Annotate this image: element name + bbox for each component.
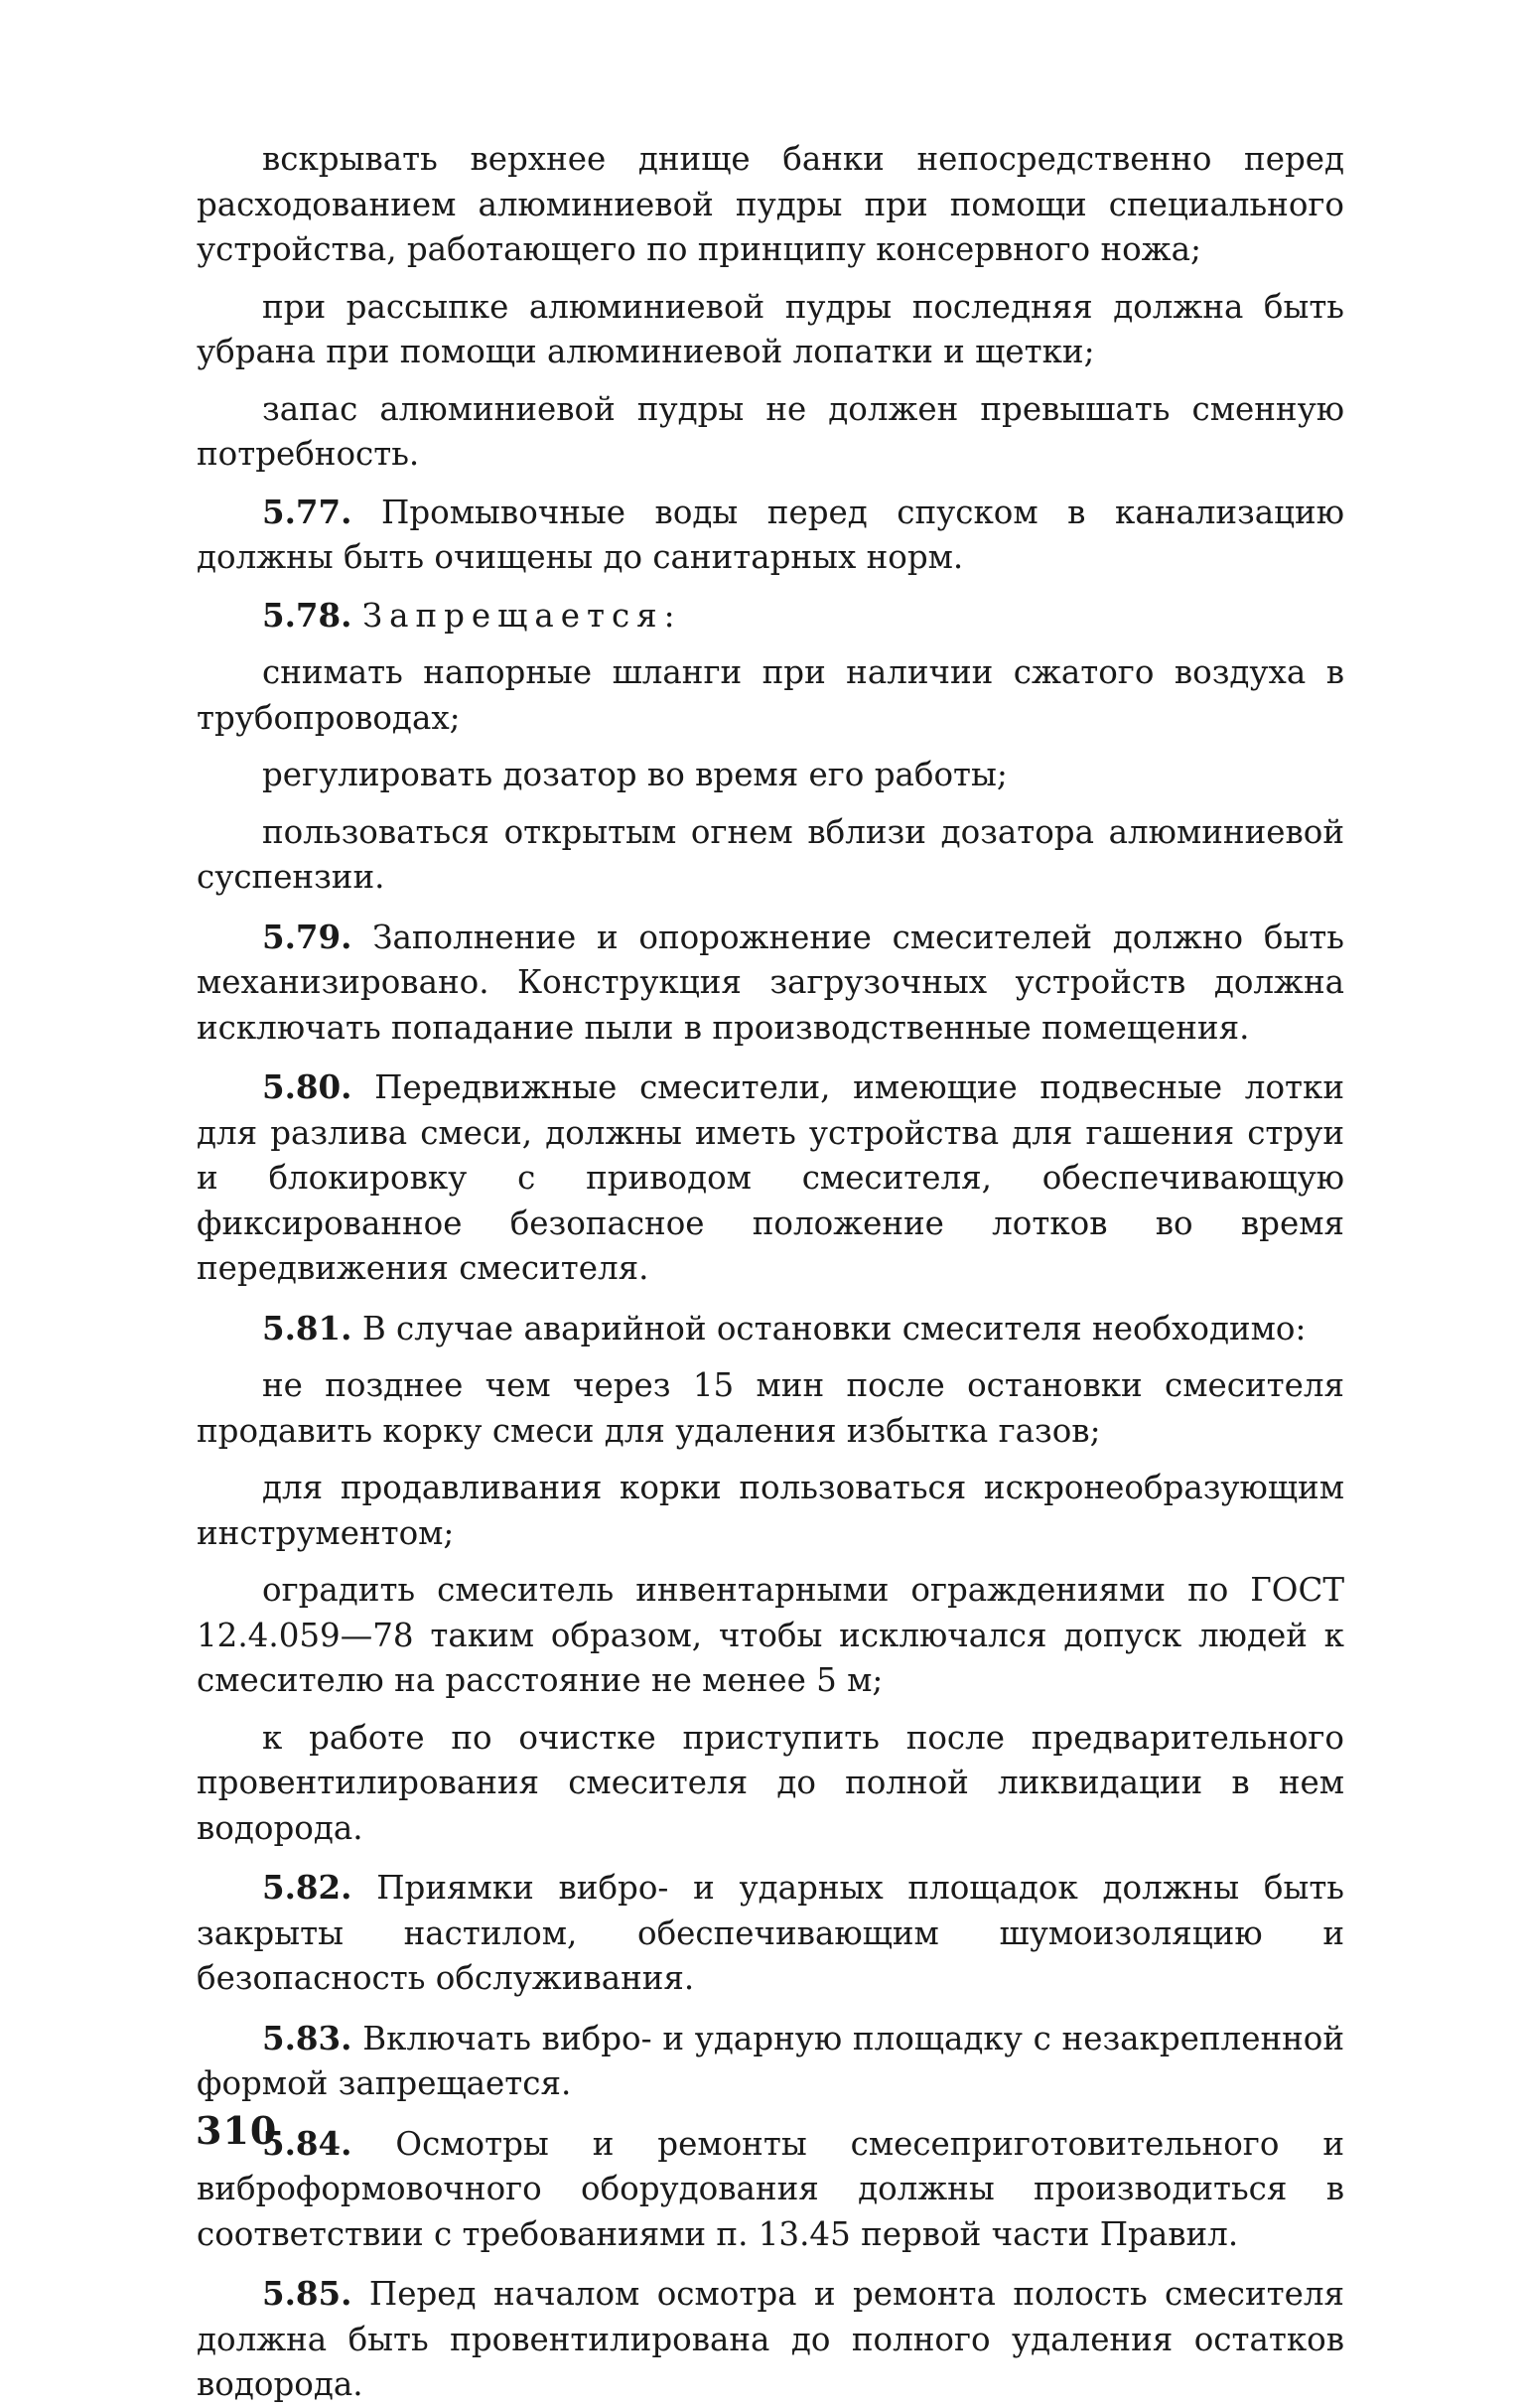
paragraph-text: вскрывать верхнее днище банки непосредственно перед расходованием алюминиевой пудры при помощи специального устройства, работающего по принципу консервного ножа;: [197, 140, 1344, 268]
clause-number: 5.78.: [262, 595, 352, 635]
paragraph-text: пользоваться открытым огнем вблизи дозатора алюминиевой суспензии.: [197, 812, 1344, 896]
paragraph-5-82: [197, 1865, 1344, 2002]
paragraph: [197, 753, 1344, 798]
clause-number: 5.80.: [262, 1067, 352, 1106]
paragraph-text: снимать напорные шланги при наличии сжатого воздуха в трубопроводах;: [197, 653, 1344, 737]
paragraph-text: Осмотры и ремонты смесеприготовительного и виброформовочного оборудования должны производиться в соответствии с требованиями п. 13.45 первой части Правил.: [197, 2124, 1344, 2253]
paragraph-text: Включать вибро- и ударную площадку с незакрепленной формой запрещается.: [197, 2019, 1344, 2102]
body-text: [197, 137, 1344, 2408]
paragraph-5-78: [197, 593, 1344, 639]
paragraph: [197, 1568, 1344, 1704]
paragraph-5-84: [197, 2121, 1344, 2258]
paragraph: [197, 387, 1344, 478]
paragraph: [197, 285, 1344, 375]
paragraph: [197, 810, 1344, 901]
paragraph-text: Передвижные смесители, имеющие подвесные лотки для разлива смеси, должны иметь устройства для гашения струи и блокировку с приводом смесителя, обеспечивающую фиксированное безопасное положение лотков во время передвижения смесителя.: [197, 1068, 1344, 1287]
clause-number: 5.79.: [262, 917, 352, 956]
paragraph-5-77: [197, 490, 1344, 581]
paragraph-text: не позднее чем через 15 мин после остановки смесителя продавить корку смеси для удаления избытка газов;: [197, 1366, 1344, 1450]
paragraph: [197, 650, 1344, 741]
paragraph: [197, 137, 1344, 273]
paragraph: [197, 1466, 1344, 1556]
paragraph: [197, 1716, 1344, 1852]
paragraph-text: запас алюминиевой пудры не должен превышать сменную потребность.: [197, 389, 1344, 473]
paragraph-text: регулировать дозатор во время его работы;: [262, 756, 1008, 793]
paragraph: [197, 1363, 1344, 1454]
paragraph-text: Запрещается:: [361, 596, 682, 635]
paragraph-text: Заполнение и опорожнение смесителей должно быть механизировано. Конструкция загрузочных устройств должна исключать попадание пыли в производственные помещения.: [197, 918, 1344, 1047]
paragraph-5-83: [197, 2016, 1344, 2107]
clause-number: 5.84.: [262, 2123, 352, 2163]
paragraph-5-80: [197, 1064, 1344, 1292]
paragraph-text: В случае аварийной остановки смесителя необходимо:: [361, 1309, 1307, 1347]
paragraph-text: для продавливания корки пользоваться искронеобразующим инструментом;: [197, 1469, 1344, 1552]
clause-number: 5.77.: [262, 492, 352, 531]
paragraph-5-81: [197, 1306, 1344, 1352]
paragraph-text: к работе по очистке приступить после предварительного провентилирования смесителя до полной ликвидации в нем водорода.: [197, 1718, 1344, 1847]
paragraph-5-79: [197, 915, 1344, 1052]
clause-number: 5.82.: [262, 1868, 352, 1907]
page-number: 310: [196, 2108, 278, 2153]
clause-number: 5.83.: [262, 2018, 352, 2057]
paragraph-text: оградить смеситель инвентарными ограждениями по ГОСТ 12.4.059—78 таким образом, чтобы исключался допуск людей к смесителю на расстояние не менее 5 м;: [197, 1571, 1344, 1699]
paragraph-text: при рассыпке алюминиевой пудры последняя должна быть убрана при помощи алюминиевой лопатки и щетки;: [197, 287, 1344, 370]
paragraph-text: Приямки вибро- и ударных площадок должны быть закрыты настилом, обеспечивающим шумоизоляцию и безопасность обслуживания.: [197, 1869, 1344, 1997]
paragraph-text: Перед началом осмотра и ремонта полость смесителя должна быть провентилирована до полного удаления остатков водорода.: [197, 2275, 1344, 2403]
clause-number: 5.81.: [262, 1308, 352, 1347]
clause-number: 5.85.: [262, 2274, 352, 2313]
paragraph-text: Промывочные воды перед спуском в канализацию должны быть очищены до санитарных норм.: [197, 493, 1344, 576]
paragraph-5-85: [197, 2271, 1344, 2408]
